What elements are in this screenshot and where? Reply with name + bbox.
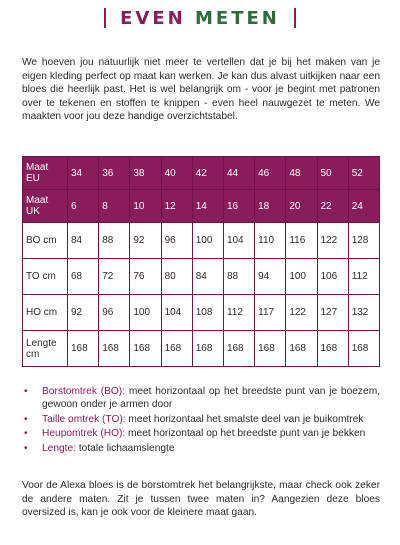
- table-cell: 6: [68, 190, 99, 223]
- title-bar-left: [104, 8, 106, 28]
- intro-paragraph: We hoeven jou natuurlijk niet meer te vertellen dat je bij het maken van je eigen kleding perfect op maat kan werken. Je kan dus alvast uitkijken naar een bloes die heerlijk past. Het is wel belangrijk om - voor je begint met patronen over te tekenen en stoffen te knippen - even heel nauwgezet te meten. We maakten voor jou deze handige overzichtstabel.: [22, 57, 380, 123]
- table-cell: 168: [348, 331, 379, 367]
- legend-item: [22, 442, 380, 455]
- table-cell: 112: [223, 295, 254, 331]
- page-title: [120, 8, 280, 29]
- table-row: [23, 223, 380, 259]
- table-cell: 168: [255, 331, 286, 367]
- table-cell: 36: [99, 157, 130, 190]
- bullet-icon: •: [24, 442, 28, 454]
- table-cell: 100: [286, 259, 317, 295]
- table-cell: 96: [161, 223, 192, 259]
- table-cell: 20: [286, 190, 317, 223]
- table-cell: 16: [223, 190, 254, 223]
- table-cell: 168: [223, 331, 254, 367]
- table-cell: 168: [161, 331, 192, 367]
- table-cell: 24: [348, 190, 379, 223]
- table-cell: 76: [130, 259, 161, 295]
- legend-term: Taille omtrek (TO):: [42, 413, 126, 425]
- legend-item: [22, 413, 380, 426]
- measurement-legend: [22, 385, 380, 456]
- table-row: [23, 190, 380, 223]
- table-cell: 96: [99, 295, 130, 331]
- bullet-icon: •: [24, 428, 28, 440]
- table-cell: 168: [317, 331, 348, 367]
- table-cell: 108: [192, 295, 223, 331]
- title-part-even: EVEN: [120, 7, 186, 29]
- table-cell: 168: [192, 331, 223, 367]
- table-cell: 168: [286, 331, 317, 367]
- table-row: [23, 295, 380, 331]
- table-cell: 128: [348, 223, 379, 259]
- table-cell: 42: [192, 157, 223, 190]
- table-cell: 52: [348, 157, 379, 190]
- row-label: Lengte cm: [23, 331, 68, 367]
- table-cell: 14: [192, 190, 223, 223]
- bullet-icon: •: [24, 386, 28, 397]
- table-cell: 168: [68, 331, 99, 367]
- legend-item: [22, 427, 380, 440]
- table-cell: 92: [68, 295, 99, 331]
- table-cell: 46: [255, 157, 286, 190]
- table-cell: 106: [317, 259, 348, 295]
- table-cell: 72: [99, 259, 130, 295]
- table-cell: 104: [223, 223, 254, 259]
- row-label: HO cm: [23, 295, 68, 331]
- table-cell: 84: [68, 223, 99, 259]
- row-label: TO cm: [23, 259, 68, 295]
- table-cell: 132: [348, 295, 379, 331]
- legend-text: meet horizontaal het smalste deel van je buikomtrek: [125, 413, 364, 425]
- title-part-meten: METEN: [195, 7, 280, 29]
- table-cell: 100: [130, 295, 161, 331]
- table-cell: 34: [68, 157, 99, 190]
- table-cell: 48: [286, 157, 317, 190]
- bullet-icon: •: [24, 413, 28, 425]
- table-cell: 168: [99, 331, 130, 367]
- title-bar-right: [294, 8, 296, 28]
- table-cell: 12: [161, 190, 192, 223]
- table-cell: 38: [130, 157, 161, 190]
- table-cell: 122: [286, 295, 317, 331]
- table-cell: 10: [130, 190, 161, 223]
- table-cell: 68: [68, 259, 99, 295]
- legend-term: Lengte:: [42, 442, 76, 454]
- legend-text: meet horizontaal op het breedste punt van je boezem, gewoon onder je armen door: [42, 386, 381, 411]
- legend-term: Heupomtrek (HO):: [42, 428, 126, 440]
- table-cell: 127: [317, 295, 348, 331]
- size-table: [22, 156, 380, 367]
- table-cell: 84: [192, 259, 223, 295]
- table-cell: 112: [348, 259, 379, 295]
- table-cell: 18: [255, 190, 286, 223]
- table-cell: 104: [161, 295, 192, 331]
- row-label: Maat UK: [23, 190, 68, 223]
- legend-text: meet horizontaal op het breedste punt van je bekken: [125, 428, 366, 440]
- table-cell: 88: [99, 223, 130, 259]
- outro-paragraph: Voor de Alexa bloes is de borstomtrek het belangrijkste, maar check ook zeker de andere maten. Zit je tussen twee maten in? Aangezien deze bloes oversized is, kan je ook voor de kleinere maat gaan.: [22, 480, 380, 519]
- table-cell: 94: [255, 259, 286, 295]
- legend-term: Borstomtrek (BO):: [42, 386, 126, 397]
- table-row: [23, 157, 380, 190]
- table-row: [23, 259, 380, 295]
- table-cell: 122: [317, 223, 348, 259]
- table-cell: 117: [255, 295, 286, 331]
- table-cell: 92: [130, 223, 161, 259]
- table-cell: 8: [99, 190, 130, 223]
- table-cell: 88: [223, 259, 254, 295]
- table-cell: 50: [317, 157, 348, 190]
- table-cell: 80: [161, 259, 192, 295]
- table-cell: 116: [286, 223, 317, 259]
- table-cell: 44: [223, 157, 254, 190]
- table-cell: 22: [317, 190, 348, 223]
- legend-item: [22, 385, 380, 412]
- table-row: [23, 331, 380, 367]
- table-cell: 168: [130, 331, 161, 367]
- legend-text: totale lichaamslengte: [76, 442, 175, 454]
- page-header: [0, 6, 400, 30]
- row-label: BO cm: [23, 223, 68, 259]
- table-cell: 100: [192, 223, 223, 259]
- row-label: Maat EU: [23, 157, 68, 190]
- table-cell: 110: [255, 223, 286, 259]
- table-cell: 40: [161, 157, 192, 190]
